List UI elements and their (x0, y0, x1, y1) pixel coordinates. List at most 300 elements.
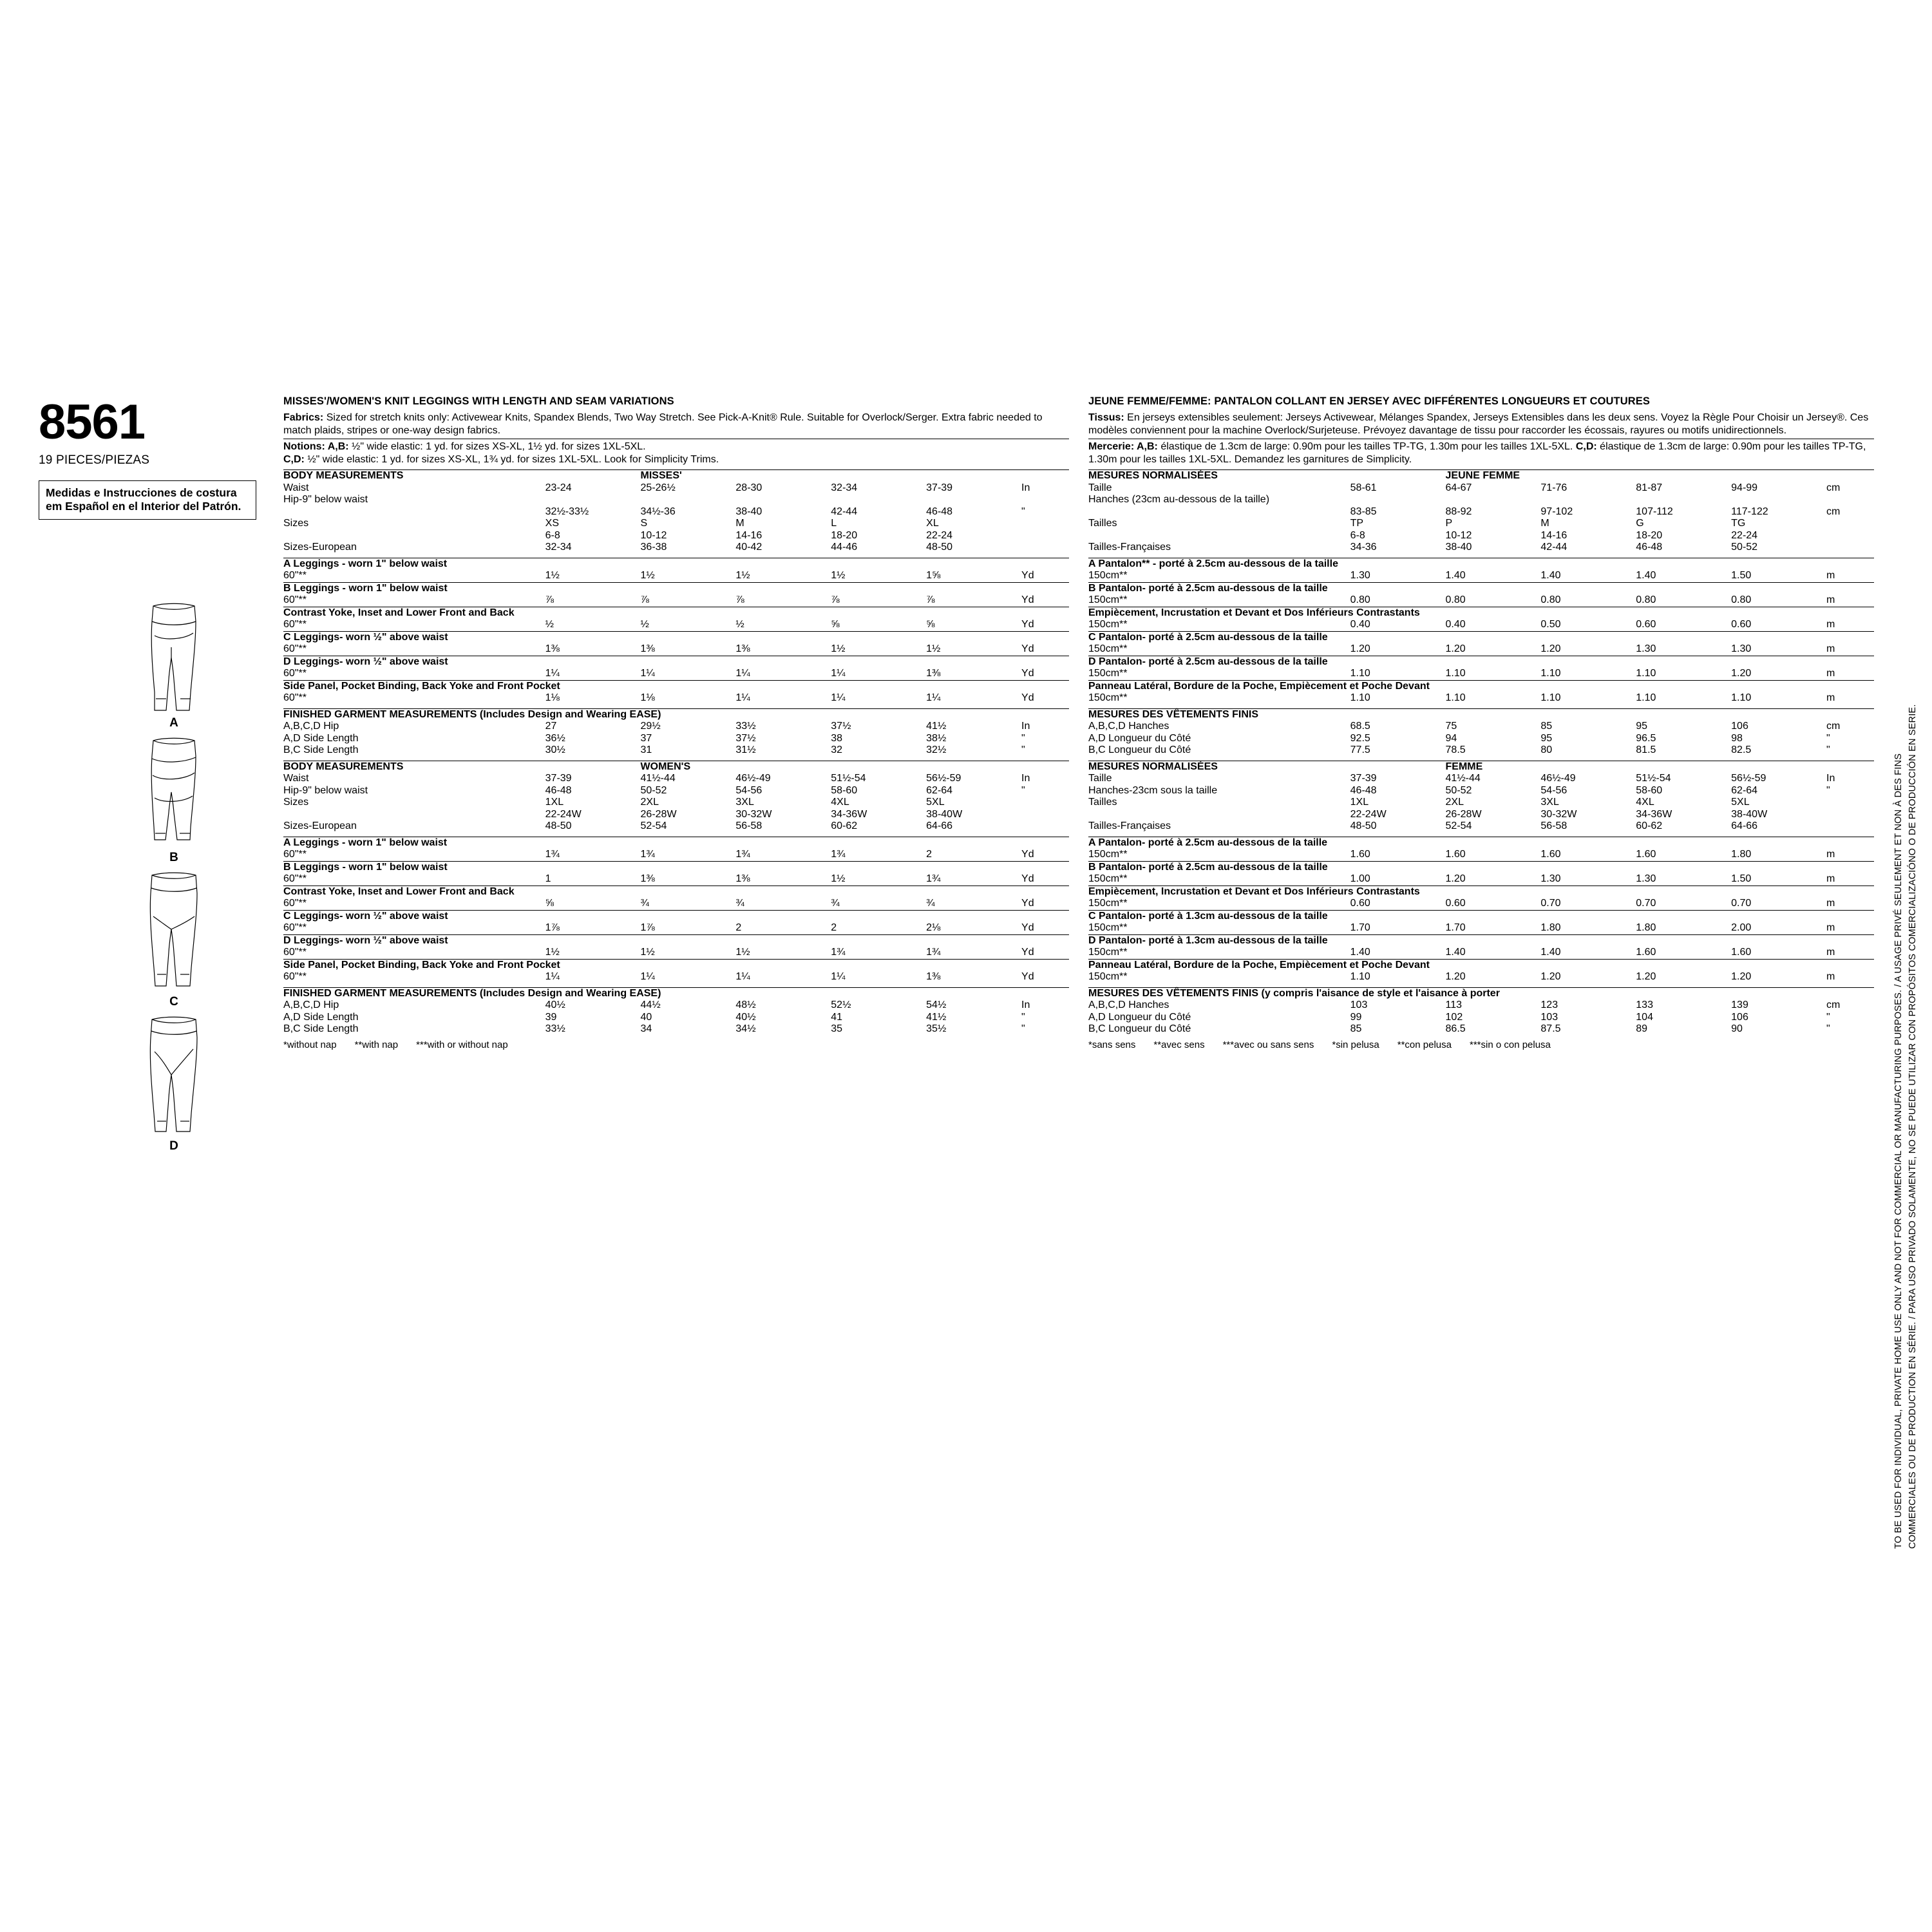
table-cell (1088, 809, 1350, 821)
table-cell: 1.40 (1540, 570, 1561, 581)
table-cell: 33½ (735, 721, 756, 732)
table-cell: 1¼ (640, 668, 655, 679)
misses-finished-table (283, 708, 1069, 757)
table-cell: 54½ (926, 999, 947, 1010)
table-cell: 22-24 (926, 529, 953, 541)
table-row (283, 558, 1069, 570)
table-row (283, 494, 1069, 506)
table-cell: 31½ (735, 744, 756, 755)
table-cell: A Leggings - worn 1" below waist (283, 837, 1021, 849)
table-cell: m (1826, 668, 1835, 679)
table-cell: MESURES DES VÊTEMENTS FINIS (y compris l'aisance de style et l'aisance à porter (1088, 987, 1826, 999)
table-row (1088, 708, 1874, 721)
table-cell: Yd (1021, 971, 1034, 982)
table-row (283, 809, 1069, 821)
table-cell: 150cm** (1088, 971, 1128, 982)
table-cell: A,B,C,D Hanches (1088, 999, 1170, 1010)
table-cell: 1¾ (926, 873, 941, 884)
table-cell: 26-28W (1445, 808, 1482, 820)
table-cell: 1⅝ (926, 570, 941, 581)
table-cell: Sizes (283, 518, 309, 529)
misses-body-measurements-table (283, 469, 1069, 554)
figure-d (103, 1016, 245, 1153)
table-row (283, 773, 1069, 785)
table-row (1088, 733, 1874, 745)
table-cell: Yd (1021, 570, 1034, 581)
table-cell: XS (545, 518, 559, 529)
table-cell: 1¼ (831, 971, 846, 982)
table-cell: 1.70 (1445, 922, 1466, 933)
table-row (283, 668, 1069, 680)
table-cell: Yd (1021, 898, 1034, 909)
jeune-femme-yardage-table (1088, 558, 1874, 705)
table-cell: 0.80 (1636, 594, 1656, 605)
english-fabrics-label: Fabrics: (283, 412, 324, 423)
table-cell: 46½-49 (735, 773, 771, 784)
table-cell: Yd (1021, 643, 1034, 654)
pattern-identity (39, 395, 270, 520)
table-cell: 14-16 (1540, 529, 1567, 541)
table-row (1088, 594, 1874, 607)
table-row (1088, 692, 1874, 705)
english-notions-text-1: ½" wide elastic: 1 yd. for sizes XS-XL, 1½ yd. for sizes 1XL-5XL. (348, 441, 646, 452)
table-cell: 10-12 (640, 529, 667, 541)
table-cell: 1⅜ (735, 643, 750, 654)
table-cell: Hip-9" below waist (283, 494, 368, 505)
table-cell: 37-39 (545, 773, 572, 784)
table-cell: Empiècement, Incrustation et Devant et Dos Inférieurs Contrastants (1088, 607, 1826, 619)
table-cell: 1.50 (1731, 570, 1752, 581)
table-cell: 1.30 (1350, 570, 1370, 581)
table-cell (1540, 761, 1636, 773)
table-cell: 1.10 (1636, 692, 1656, 703)
table-cell: 33½ (545, 1023, 565, 1034)
table-cell: 44½ (640, 999, 661, 1010)
table-cell: ¾ (831, 898, 840, 909)
table-row (1088, 837, 1874, 849)
table-cell: 94 (1445, 732, 1457, 744)
table-cell: 1.20 (1636, 971, 1656, 982)
table-cell: 34-36W (831, 808, 867, 820)
table-cell: B Leggings - worn 1" below waist (283, 582, 1021, 594)
table-cell: 2 (926, 849, 933, 860)
table-cell: 46-48 (1350, 784, 1377, 796)
table-cell: D Leggings- worn ½" above waist (283, 934, 1021, 947)
table-cell: 1¼ (735, 692, 750, 703)
table-cell: 39 (545, 1011, 557, 1023)
garment-figures (103, 602, 245, 1160)
table-cell: 40½ (735, 1011, 756, 1023)
table-row (283, 1023, 1069, 1036)
table-cell: 1.40 (1445, 947, 1466, 958)
table-cell: 60"** (283, 849, 307, 860)
leggings-illustration-a (129, 602, 219, 715)
table-cell: Yd (1021, 849, 1034, 860)
table-cell (1826, 494, 1874, 506)
table-cell: 52-54 (1445, 820, 1472, 831)
table-cell: Hanches-23cm sous la taille (1088, 784, 1218, 796)
table-row (1088, 886, 1874, 898)
table-cell (1021, 959, 1069, 971)
table-cell: 38½ (926, 732, 947, 744)
table-cell: 60"** (283, 594, 307, 605)
table-cell: JEUNE FEMME (1446, 470, 1541, 482)
table-cell: 81.5 (1636, 744, 1656, 755)
table-cell (1636, 470, 1731, 482)
table-cell: 0.50 (1540, 619, 1561, 630)
table-cell: 150cm** (1088, 849, 1128, 860)
table-row (283, 873, 1069, 886)
table-cell: 150cm** (1088, 922, 1128, 933)
table-cell: 37½ (735, 732, 756, 744)
table-cell: C Leggings- worn ½" above waist (283, 910, 1021, 922)
table-cell (1826, 809, 1874, 821)
table-cell: 1.60 (1540, 849, 1561, 860)
table-cell: 1⅜ (640, 873, 655, 884)
table-cell: ½ (640, 619, 649, 630)
table-cell (1826, 470, 1874, 482)
table-cell: 38 (831, 732, 843, 744)
table-cell: 48-50 (545, 820, 572, 831)
table-cell: 1.20 (1445, 971, 1466, 982)
table-cell: 41½-44 (1445, 773, 1481, 784)
table-cell: 54-56 (735, 784, 762, 796)
table-cell: 50-52 (640, 784, 667, 796)
table-cell: Waist (283, 773, 309, 784)
table-cell: 23-24 (545, 482, 572, 493)
table-row (1088, 820, 1874, 833)
table-cell: 117-122 (1731, 506, 1768, 517)
table-cell: B,C Side Length (283, 744, 359, 755)
table-row (1088, 680, 1874, 692)
table-cell: 40-42 (735, 542, 762, 553)
table-cell: 6-8 (545, 529, 560, 541)
table-cell: C Pantalon- porté à 1.3cm au-dessous de la taille (1088, 910, 1826, 922)
table-cell: 1¼ (545, 668, 560, 679)
table-cell: 1½ (831, 643, 846, 654)
table-cell: A Pantalon** - porté à 2.5cm au-dessous de la taille (1088, 558, 1826, 570)
french-fabrics-text: En jerseys extensibles seulement: Jerseys Activewear, Mélanges Spandex, Jerseys Extensibles dans les deux sens. Voyez la Règle Pour Choisir un Jersey®. Ces modèles conviennent pour la machine Overlock/Surjeteuse. Prévoyez davantage de tissu pour raccorder les écossais, rayures ou motifs unidirectionnels. (1088, 412, 1869, 436)
table-cell: In (1021, 773, 1030, 784)
table-row (1088, 987, 1874, 999)
table-cell: 150cm** (1088, 570, 1128, 581)
table-cell: 22-24W (545, 808, 582, 820)
table-cell: 0.80 (1350, 594, 1370, 605)
table-row (1088, 558, 1874, 570)
table-row (1088, 773, 1874, 785)
table-cell: 85 (1540, 721, 1553, 732)
table-cell: 41½-44 (640, 773, 676, 784)
table-cell (1021, 530, 1069, 542)
table-cell: WOMEN'S (641, 761, 736, 773)
table-cell: 42-44 (831, 506, 858, 517)
table-cell: A Pantalon- porté à 2.5cm au-dessous de la taille (1088, 837, 1826, 849)
table-cell: Taille (1088, 482, 1112, 493)
table-cell: FINISHED GARMENT MEASUREMENTS (Includes Design and Wearing EASE) (283, 708, 1021, 721)
table-cell: 1.10 (1636, 668, 1656, 679)
footnote: **avec sens (1153, 1039, 1205, 1050)
table-row (1088, 721, 1874, 733)
table-cell: ¾ (640, 898, 649, 909)
table-cell: 1.10 (1350, 692, 1370, 703)
table-cell: L (831, 518, 837, 529)
table-cell: 1⅜ (640, 643, 655, 654)
table-cell: 90 (1731, 1023, 1743, 1034)
table-cell (1826, 582, 1874, 594)
table-cell: m (1826, 947, 1835, 958)
figure-label-d: D (169, 1139, 178, 1153)
table-cell: 34½-36 (640, 506, 676, 517)
table-cell: 30-32W (735, 808, 772, 820)
table-cell: 89 (1636, 1023, 1648, 1034)
table-cell: 1.80 (1540, 922, 1561, 933)
table-cell: 60"** (283, 971, 307, 982)
table-cell (1021, 680, 1069, 692)
table-cell: 41½ (926, 1011, 947, 1023)
legal-line-2: COMMERCIALES OU DE PRODUCTION EN SÉRIE. / PARA USO PRIVADO SOLAMENTE, NO SE PUEDE UTILIZAR CON PROPÓSITOS COMERCIALIZACIÓNO O DE PRODUCCIÓN EN SERIE. (1908, 704, 1918, 1549)
table-cell: 36-38 (640, 542, 667, 553)
table-cell: " (1021, 1011, 1025, 1023)
table-cell: B,C Side Length (283, 1023, 359, 1034)
table-cell: 27 (545, 721, 557, 732)
table-cell: 1XL (545, 797, 564, 808)
table-cell: 48-50 (1350, 820, 1377, 831)
table-cell: 56½-59 (926, 773, 961, 784)
table-cell: " (1021, 1023, 1025, 1034)
english-fabrics-text: Sized for stretch knits only: Activewear Knits, Spandex Blends, Two Way Stretch. See Pick-A-Knit® Rule. Suitable for Overlock/Serger. Extra fabric needed to match plaids, stripes or one-way design fabrics. (283, 412, 1043, 436)
french-title: JEUNE FEMME/FEMME: PANTALON COLLANT EN JERSEY AVEC DIFFÉRENTES LONGUEURS ET COUTURES (1088, 395, 1650, 407)
table-cell: 51½-54 (1636, 773, 1671, 784)
table-cell: 46½-49 (1540, 773, 1576, 784)
table-cell: 32½ (926, 744, 947, 755)
table-cell: Side Panel, Pocket Binding, Back Yoke and Front Pocket (283, 680, 1021, 692)
table-cell: MESURES NORMALISÉES (1088, 470, 1350, 482)
table-cell: MESURES NORMALISÉES (1088, 761, 1350, 773)
table-cell (1021, 861, 1069, 873)
table-cell: 38-40 (735, 506, 762, 517)
table-row (1088, 506, 1874, 518)
table-cell: 10-12 (1445, 529, 1472, 541)
table-cell: 38-40W (1731, 808, 1768, 820)
table-cell: 25-26½ (640, 482, 676, 493)
table-cell: 150cm** (1088, 643, 1128, 654)
table-cell: 1¾ (831, 947, 846, 958)
table-cell (1021, 987, 1069, 999)
table-row (283, 570, 1069, 582)
table-row (1088, 668, 1874, 680)
table-cell: A,D Longueur du Côté (1088, 732, 1191, 744)
table-cell: 40 (640, 1011, 652, 1023)
table-cell: " (1826, 732, 1830, 744)
english-notions-label: Notions: A,B: (283, 441, 349, 452)
table-cell: 0.40 (1350, 619, 1370, 630)
table-row (283, 733, 1069, 745)
table-cell: 42-44 (1540, 542, 1567, 553)
table-cell: 60"** (283, 922, 307, 933)
table-cell: ⅞ (735, 594, 744, 605)
table-cell: 1.10 (1350, 971, 1370, 982)
table-cell: 56-58 (735, 820, 762, 831)
table-cell: 1.10 (1731, 692, 1752, 703)
table-row (1088, 482, 1874, 495)
jeune-femme-finished-table (1088, 708, 1874, 757)
table-cell: 34-36 (1350, 542, 1377, 553)
spanish-instructions-box: Medidas e Instrucciones de costura em Español en el Interior del Patrón. (39, 480, 256, 520)
table-cell: Yd (1021, 947, 1034, 958)
table-cell: 1¼ (831, 668, 846, 679)
table-cell (1731, 494, 1826, 506)
table-cell: In (1021, 999, 1030, 1010)
table-cell (1826, 837, 1874, 849)
table-cell (1021, 886, 1069, 898)
table-cell: 96.5 (1636, 732, 1656, 744)
table-cell: ⅞ (640, 594, 649, 605)
table-cell: S (640, 518, 648, 529)
table-cell: 60"** (283, 898, 307, 909)
table-cell: 1.20 (1540, 971, 1561, 982)
table-row (283, 861, 1069, 873)
table-cell: 50-52 (1731, 542, 1758, 553)
table-row (283, 922, 1069, 934)
table-row (1088, 999, 1874, 1012)
table-cell (1826, 558, 1874, 570)
table-cell: 1¾ (640, 849, 655, 860)
table-cell (1021, 761, 1069, 773)
table-cell: FINISHED GARMENT MEASUREMENTS (Includes Design and Wearing EASE) (283, 987, 1021, 999)
table-cell: 4XL (831, 797, 849, 808)
table-cell: 62-64 (926, 784, 953, 796)
table-cell (1826, 959, 1874, 971)
table-cell: 5XL (926, 797, 945, 808)
table-cell: 1.60 (1636, 947, 1656, 958)
table-row (283, 999, 1069, 1012)
table-cell (926, 470, 1021, 482)
table-row (283, 797, 1069, 809)
table-cell: cm (1826, 482, 1841, 493)
table-cell: Sizes-European (283, 542, 357, 553)
table-cell: 48-50 (926, 542, 953, 553)
table-cell (545, 470, 641, 482)
table-cell: 60"** (283, 643, 307, 654)
table-cell: 1⅜ (545, 643, 560, 654)
table-cell (1826, 518, 1874, 530)
table-cell: 2⅛ (926, 922, 941, 933)
leggings-illustration-c (129, 871, 219, 994)
table-cell: 82.5 (1731, 744, 1752, 755)
table-cell: 1¾ (735, 849, 750, 860)
table-cell: 4XL (1636, 797, 1654, 808)
table-cell: cm (1826, 999, 1841, 1010)
table-cell: 1.80 (1636, 922, 1656, 933)
table-cell: 64-66 (926, 820, 953, 831)
table-row (1088, 582, 1874, 594)
table-cell: m (1826, 594, 1835, 605)
table-cell (1088, 506, 1350, 518)
table-cell: XL (926, 518, 939, 529)
table-row (1088, 898, 1874, 910)
pattern-number: 8561 (39, 395, 146, 450)
table-cell (735, 494, 831, 506)
table-cell: 1.60 (1731, 947, 1752, 958)
leggings-illustration-d (129, 1016, 219, 1138)
table-row (1088, 542, 1874, 554)
table-cell (1826, 656, 1874, 668)
table-row (283, 1012, 1069, 1024)
table-cell: 1⅞ (640, 922, 655, 933)
table-cell: 75 (1445, 721, 1457, 732)
table-cell: FEMME (1446, 761, 1541, 773)
table-cell: 71-76 (1540, 482, 1567, 493)
table-cell (1826, 680, 1874, 692)
table-cell: ¾ (926, 898, 935, 909)
table-cell: 1½ (640, 947, 655, 958)
table-cell: m (1826, 898, 1835, 909)
table-cell: 52-54 (640, 820, 667, 831)
table-cell: 46-48 (545, 784, 572, 796)
table-cell: 103 (1540, 1011, 1558, 1023)
table-cell (1826, 761, 1874, 773)
table-row (283, 761, 1069, 773)
table-cell: ⅞ (926, 594, 935, 605)
table-cell: Sizes (283, 797, 309, 808)
table-cell: 150cm** (1088, 594, 1128, 605)
table-cell: C Leggings- worn ½" above waist (283, 631, 1021, 643)
table-cell: 98 (1731, 732, 1743, 744)
misses-yardage-table (283, 558, 1069, 705)
table-cell: 1.60 (1445, 849, 1466, 860)
table-row (283, 959, 1069, 971)
table-cell: 0.60 (1636, 619, 1656, 630)
table-cell: 0.80 (1540, 594, 1561, 605)
table-cell: m (1826, 619, 1835, 630)
table-cell (1021, 542, 1069, 554)
table-cell: 54-56 (1540, 784, 1567, 796)
table-cell: 83-85 (1350, 506, 1377, 517)
table-row (1088, 470, 1874, 482)
table-cell: 52½ (831, 999, 851, 1010)
table-cell (1826, 708, 1874, 721)
table-cell: C Pantalon- porté à 2.5cm au-dessous de la taille (1088, 631, 1826, 643)
table-cell: 1⅞ (545, 922, 560, 933)
legal-notice (1880, 393, 1919, 1552)
footnote: ***with or without nap (416, 1039, 508, 1050)
table-cell: Hanches (23cm au-dessous de la taille) (1088, 494, 1270, 505)
table-cell: " (1826, 1011, 1830, 1023)
table-cell: 1.10 (1540, 692, 1561, 703)
table-cell: 41½ (926, 721, 947, 732)
table-cell (1021, 809, 1069, 821)
table-cell: 1.60 (1350, 849, 1370, 860)
table-cell: 1.10 (1540, 668, 1561, 679)
table-cell: 2.00 (1731, 922, 1752, 933)
table-row (283, 518, 1069, 530)
table-cell: 3XL (1540, 797, 1559, 808)
table-row (1088, 494, 1874, 506)
table-row (1088, 518, 1874, 530)
table-cell: 60"** (283, 692, 307, 703)
table-cell: 2 (735, 922, 742, 933)
table-cell: m (1826, 643, 1835, 654)
table-cell: 32-34 (545, 542, 572, 553)
table-cell (1021, 656, 1069, 668)
english-notions-label-2: C,D: (283, 453, 305, 465)
table-row (1088, 530, 1874, 542)
jeune-femme-body-measurements-table (1088, 469, 1874, 554)
womens-finished-table (283, 987, 1069, 1036)
table-row (283, 820, 1069, 833)
table-cell: B Pantalon- porté à 2.5cm au-dessous de la taille (1088, 582, 1826, 594)
table-cell (1540, 494, 1636, 506)
